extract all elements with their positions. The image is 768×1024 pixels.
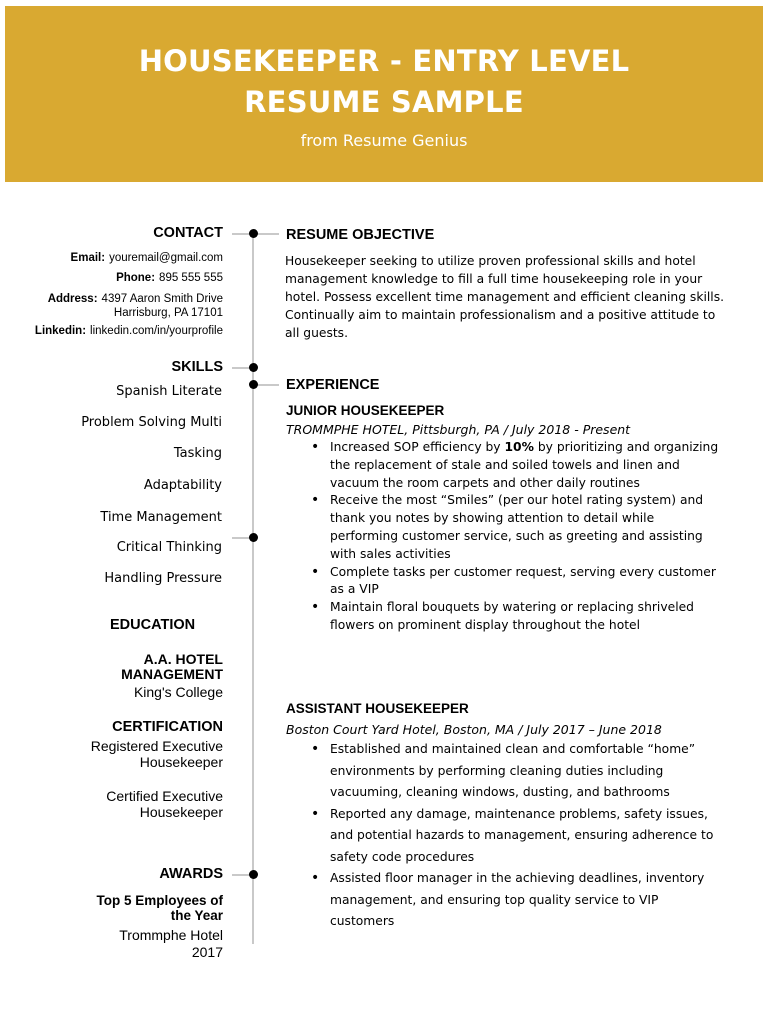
job-bullet: • Complete tasks per customer request, serving every customer as a VIP — [311, 564, 721, 600]
timeline-tick — [257, 384, 279, 386]
cert2-line1: Certified Executive — [106, 788, 223, 804]
award-details — [119, 927, 223, 961]
award-line2: the Year — [170, 908, 223, 923]
job-title: ASSISTANT HOUSEKEEPER — [286, 701, 469, 716]
contact-address-row — [48, 292, 223, 320]
job-meta: TROMMPHE HOTEL, Pittsburgh, PA / July 2018 - Present — [286, 422, 631, 437]
linkedin-label: Linkedin: — [34, 325, 87, 337]
certification-heading: CERTIFICATION — [112, 719, 223, 735]
skill-item: Handling Pressure — [104, 571, 222, 586]
education-heading: EDUCATION — [110, 617, 196, 633]
email-value[interactable]: youremail@gmail.com — [109, 252, 223, 264]
timeline-dot — [249, 870, 258, 879]
degree-line2: MANAGEMENT — [121, 666, 223, 682]
skill-item: Adaptability — [143, 478, 222, 493]
address-label: Address: — [47, 293, 98, 305]
timeline-dot — [249, 533, 258, 542]
cert1-line2: Housekeeper — [139, 754, 223, 770]
degree-line1: A.A. HOTEL — [143, 651, 223, 667]
skill-item: Problem Solving Multi — [81, 415, 222, 430]
certification-item — [91, 738, 223, 770]
address-line1: 4397 Aaron Smith Drive — [101, 293, 223, 305]
resume-title-line2: RESUME SAMPLE — [244, 85, 524, 119]
job-bullet: • Increased SOP efficiency by 10% by prioritizing and organizing the replacement of stale and soiled towels and linen and vacuum the room carpets and other daily routines — [311, 439, 721, 492]
job-meta: Boston Court Yard Hotel, Boston, MA / July 2017 – June 2018 — [286, 722, 662, 737]
objective-heading: RESUME OBJECTIVE — [286, 227, 435, 243]
award-year: 2017 — [191, 944, 223, 960]
job-bullet: • Reported any damage, maintenance problems, safety issues, and potential hazards to management, ensuring adherence to safety code procedures — [311, 804, 721, 869]
job-bullet: • Established and maintained clean and comfortable “home” environments by performing cleaning duties including vacuuming, cleaning windows, dusting, and bathrooms — [311, 739, 721, 804]
timeline-dot — [249, 363, 258, 372]
skill-item: Critical Thinking — [116, 540, 222, 555]
skill-item: Spanish Literate — [116, 384, 222, 399]
objective-text: Housekeeper seeking to utilize proven professional skills and hotel management knowledge to fill a full time housekeeping role in your hotel. Possess excellent time management and efficient cleaning skills. Continually aim to maintain professionalism and a positive attitude to all guests. — [285, 254, 725, 340]
award-org: Trommphe Hotel — [119, 927, 223, 943]
skills-heading: SKILLS — [171, 359, 223, 375]
award-title — [96, 893, 223, 923]
job-title: JUNIOR HOUSEKEEPER — [286, 403, 445, 418]
award-line1: Top 5 Employees of — [96, 893, 223, 908]
job-bullet: • Receive the most “Smiles” (per our hotel rating system) and thank you notes by showing attention to detail while performing customer service, such as greeting and assisting with sales activities — [311, 492, 721, 563]
phone-value: 895 555 555 — [159, 272, 223, 284]
resume-title-line1: HOUSEKEEPER - ENTRY LEVEL — [138, 44, 630, 78]
job-bullet: • Maintain floral bouquets by watering or replacing shriveled flowers on prominent display throughout the hotel — [311, 599, 721, 635]
linkedin-value[interactable]: linkedin.com/in/yourprofile — [90, 325, 223, 337]
certification-item — [106, 788, 223, 820]
timeline-tick — [257, 233, 279, 235]
header-banner — [5, 6, 763, 182]
education-school: King's College — [133, 684, 223, 700]
education-degree — [121, 652, 223, 682]
email-label: Email: — [70, 252, 106, 264]
job-bullets — [311, 439, 721, 635]
job-bullet: • Assisted floor manager in the achieving deadlines, inventory management, and ensuring top quality service to VIP customers — [311, 868, 721, 933]
timeline-dot — [249, 229, 258, 238]
address-line2: Harrisburg, PA 17101 — [113, 307, 223, 319]
awards-heading: AWARDS — [159, 866, 223, 882]
job-bullets — [311, 739, 721, 933]
cert1-line1: Registered Executive — [90, 738, 223, 754]
resume-subtitle: from Resume Genius — [300, 131, 468, 150]
phone-label: Phone: — [116, 272, 156, 284]
contact-email-row — [71, 251, 223, 265]
timeline-line — [252, 232, 254, 944]
skill-item: Time Management — [100, 510, 222, 525]
cert2-line2: Housekeeper — [139, 804, 223, 820]
contact-phone-row — [116, 271, 223, 285]
experience-heading: EXPERIENCE — [286, 377, 380, 393]
skill-item: Tasking — [173, 446, 222, 461]
timeline-dot — [249, 380, 258, 389]
contact-heading: CONTACT — [153, 225, 223, 241]
contact-linkedin-row — [35, 324, 223, 338]
